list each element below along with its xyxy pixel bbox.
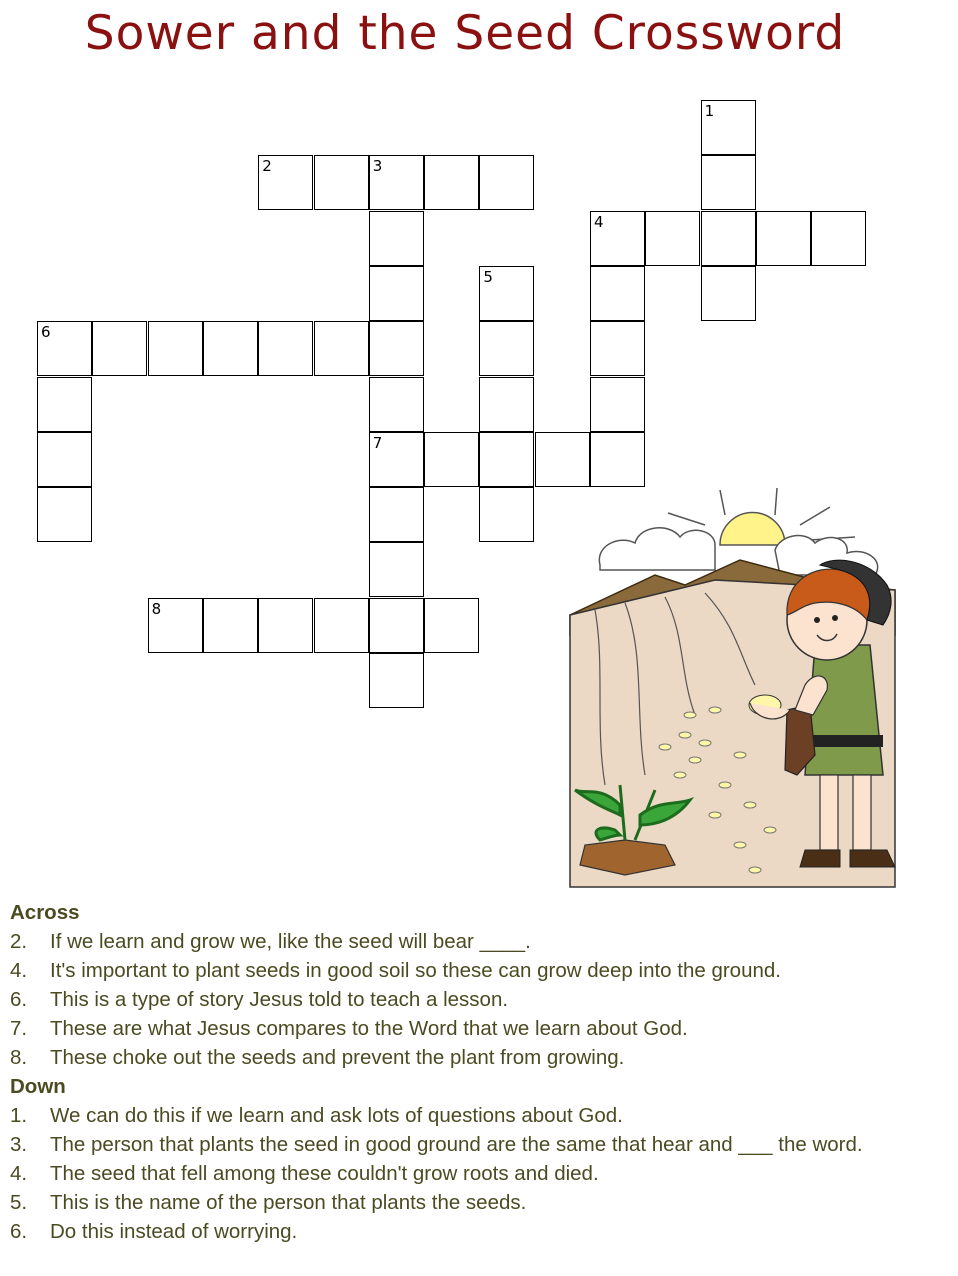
clue-text: If we learn and grow we, like the seed will bear ____.	[50, 930, 531, 953]
crossword-cell[interactable]	[148, 598, 203, 653]
crossword-cell[interactable]	[590, 432, 645, 487]
crossword-cell[interactable]	[701, 266, 756, 321]
crossword-cell[interactable]	[645, 211, 700, 266]
crossword-cell[interactable]	[756, 211, 811, 266]
crossword-cell[interactable]	[148, 321, 203, 376]
clue-number: 5.	[10, 1191, 28, 1214]
clue-item	[10, 985, 940, 1014]
sower-illustration	[565, 485, 900, 890]
crossword-cell[interactable]	[811, 211, 866, 266]
crossword-cell[interactable]	[203, 598, 258, 653]
clue-text: Do this instead of worrying.	[50, 1220, 298, 1243]
clue-item	[10, 1217, 940, 1246]
clues-section	[10, 898, 940, 1246]
crossword-cell[interactable]	[369, 653, 424, 708]
crossword-cell[interactable]	[369, 487, 424, 542]
across-clue-list	[10, 927, 940, 1072]
clue-number-label: 6	[41, 323, 51, 342]
crossword-cell[interactable]	[258, 321, 313, 376]
crossword-cell[interactable]	[701, 211, 756, 266]
clue-number: 2.	[10, 930, 28, 953]
crossword-cell[interactable]	[369, 266, 424, 321]
crossword-cell[interactable]	[92, 321, 147, 376]
clue-text: This is the name of the person that plants the seeds.	[50, 1191, 527, 1214]
crossword-cell[interactable]	[369, 211, 424, 266]
crossword-cell[interactable]	[479, 377, 534, 432]
crossword-cell[interactable]	[369, 542, 424, 597]
crossword-cell[interactable]	[590, 266, 645, 321]
clue-item	[10, 956, 940, 985]
clue-number-label: 2	[262, 157, 272, 176]
clue-number-label: 3	[372, 157, 383, 176]
page-title: Sower and the Seed Crossword	[84, 6, 846, 61]
clue-text: It's important to plant seeds in good soil so these can grow deep into the ground.	[50, 959, 781, 982]
clue-number: 4.	[10, 1162, 28, 1185]
clue-number: 8.	[10, 1046, 28, 1069]
clue-number: 1.	[10, 1104, 28, 1127]
clue-text: These are what Jesus compares to the Word that we learn about God.	[50, 1017, 688, 1040]
crossword-cell[interactable]	[590, 321, 645, 376]
crossword-cell[interactable]	[369, 321, 424, 376]
clue-number: 4.	[10, 959, 28, 982]
crossword-cell[interactable]	[369, 377, 424, 432]
crossword-cell[interactable]	[258, 155, 313, 210]
clue-item	[10, 1130, 940, 1159]
crossword-cell[interactable]	[479, 487, 534, 542]
clue-number: 3.	[10, 1133, 28, 1156]
clue-text: This is a type of story Jesus told to teach a lesson.	[50, 988, 509, 1011]
crossword-cell[interactable]	[314, 321, 369, 376]
crossword-cell[interactable]	[37, 321, 92, 376]
clue-item	[10, 1101, 940, 1130]
clue-item	[10, 1014, 940, 1043]
clue-text: The seed that fell among these couldn't grow roots and died.	[50, 1162, 599, 1185]
clue-number-label: 5	[483, 267, 493, 286]
clue-item	[10, 1159, 940, 1188]
clue-text: These choke out the seeds and prevent the plant from growing.	[50, 1046, 625, 1069]
crossword-cell[interactable]	[369, 598, 424, 653]
crossword-cell[interactable]	[424, 432, 479, 487]
clue-item	[10, 927, 940, 956]
crossword-cell[interactable]	[37, 432, 92, 487]
crossword-cell[interactable]	[701, 155, 756, 210]
down-heading: Down	[10, 1075, 66, 1098]
crossword-cell[interactable]	[369, 155, 424, 210]
crossword-cell[interactable]	[314, 155, 369, 210]
crossword-cell[interactable]	[258, 598, 313, 653]
crossword-cell[interactable]	[37, 377, 92, 432]
crossword-cell[interactable]	[535, 432, 590, 487]
crossword-cell[interactable]	[479, 266, 534, 321]
clue-item	[10, 1043, 940, 1072]
clue-number: 7.	[10, 1017, 28, 1040]
clue-number-label: 1	[704, 102, 715, 120]
crossword-cell[interactable]	[37, 487, 92, 542]
crossword-cell[interactable]	[424, 155, 479, 210]
crossword-cell[interactable]	[701, 100, 756, 155]
clue-number: 6.	[10, 1220, 28, 1243]
across-heading: Across	[10, 901, 80, 924]
clue-item	[10, 1188, 940, 1217]
clue-number-label: 8	[151, 599, 162, 618]
clue-text: We can do this if we learn and ask lots of questions about God.	[50, 1104, 623, 1127]
crossword-cell[interactable]	[369, 432, 424, 487]
clue-number-label: 7	[372, 433, 383, 452]
clue-text: The person that plants the seed in good ground are the same that hear and ___ the word.	[50, 1133, 863, 1156]
crossword-cell[interactable]	[479, 155, 534, 210]
crossword-cell[interactable]	[203, 321, 258, 376]
crossword-cell[interactable]	[314, 598, 369, 653]
down-clue-list	[10, 1101, 940, 1246]
crossword-cell[interactable]	[479, 432, 534, 487]
crossword-cell[interactable]	[424, 598, 479, 653]
crossword-cell[interactable]	[479, 321, 534, 376]
crossword-cell[interactable]	[590, 377, 645, 432]
clue-number: 6.	[10, 988, 28, 1011]
crossword-cell[interactable]	[590, 211, 645, 266]
clue-number-label: 4	[594, 212, 604, 231]
